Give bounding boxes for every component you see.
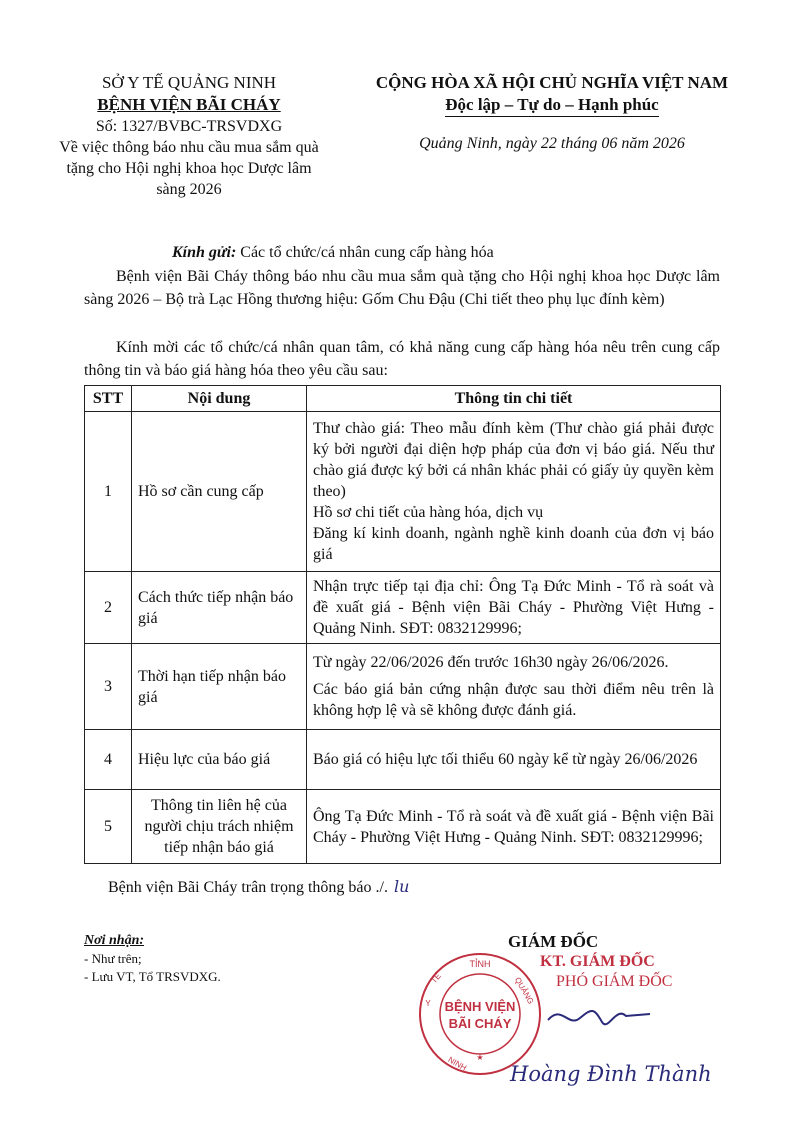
row-stt: 3 xyxy=(85,644,132,730)
detail-line: Ông Tạ Đức Minh - Tổ rà soát và đề xuất giá - Bệnh viện Bãi Cháy - Phường Việt Hưng - Quảng Ninh. SĐT: 0832129996; xyxy=(313,807,714,846)
header-details: Thông tin chi tiết xyxy=(307,386,721,412)
row-content: Thời hạn tiếp nhận báo giá xyxy=(132,644,307,730)
official-seal xyxy=(416,950,544,1078)
seal-center-text: BÃI CHÁY xyxy=(448,1016,512,1031)
recipients-title: Nơi nhận: xyxy=(84,933,145,948)
table-row xyxy=(85,572,721,644)
row-content: Thông tin liên hệ của người chịu trách nhiệm tiếp nhận báo giá xyxy=(132,790,307,864)
recipients-block xyxy=(84,932,221,986)
hospital-name: BỆNH VIỆN BÃI CHÁY xyxy=(97,95,281,114)
header-content: Nội dung xyxy=(132,386,307,412)
detail-line: Đăng kí kinh doanh, ngành nghề kinh doanh của đơn vị báo giá xyxy=(313,525,714,563)
deputy-director-title: PHÓ GIÁM ĐỐC xyxy=(556,973,673,990)
detail-line: Các báo giá bản cứng nhận được sau thời điểm nêu trên là không hợp lệ và sẽ không được đánh giá. xyxy=(313,681,714,719)
row-details xyxy=(307,730,721,790)
row-details xyxy=(307,572,721,644)
seal-ring-text: TẾ xyxy=(429,971,443,986)
document-subject: Về việc thông báo nhu cầu mua sắm quà tặng cho Hội nghị khoa học Dược lâm sàng 2026 xyxy=(59,139,319,198)
row-details xyxy=(307,412,721,572)
signer-name: Hoàng Đình Thành xyxy=(510,1062,712,1086)
recipient-item: - Như trên; xyxy=(84,951,142,966)
row-stt: 5 xyxy=(85,790,132,864)
row-content: Cách thức tiếp nhận báo giá xyxy=(132,572,307,644)
seal-ring-text: NINH xyxy=(446,1055,468,1073)
document-date: Quảng Ninh, ngày 22 tháng 06 năm 2026 xyxy=(419,135,685,152)
recipient-item: - Lưu VT, Tổ TRSVDXG. xyxy=(84,969,221,984)
signature-scribble xyxy=(544,998,654,1038)
seal-center-text: BỆNH VIỆN xyxy=(444,999,516,1014)
detail-line: Hồ sơ chi tiết của hàng hóa, dịch vụ xyxy=(313,504,544,521)
table-row xyxy=(85,790,721,864)
detail-line: Nhận trực tiếp tại địa chỉ: Ông Tạ Đức Minh - Tổ rà soát và đề xuất giá - Bệnh viện Bãi Cháy - Phường Việt Hưng - Quảng Ninh. SĐT: 0832129996; xyxy=(313,578,714,637)
addressee-label: Kính gửi: xyxy=(172,244,237,261)
detail-line: Thư chào giá: Theo mẫu đính kèm (Thư chào giá phải được ký bởi người đại diện hợp pháp của đơn vị báo giá. Nếu thư chào giá được ký bởi cá nhân khác phải có giấy ủy quyền kèm theo) xyxy=(313,420,714,500)
seal-ring-text: TỈNH xyxy=(469,959,491,969)
row-details xyxy=(307,644,721,730)
handwritten-initial: lu xyxy=(393,877,410,896)
detail-line: Báo giá có hiệu lực tối thiểu 60 ngày kể từ ngày 26/06/2026 xyxy=(313,751,698,768)
seal-ring-text: Y xyxy=(425,999,431,1008)
acting-director-title: KT. GIÁM ĐỐC xyxy=(540,953,655,970)
intro-paragraph: Bệnh viện Bãi Cháy thông báo nhu cầu mua sắm quà tặng cho Hội nghị khoa học Dược lâm sàng 2026 – Bộ trà Lạc Hồng thương hiệu: Gốm Chu Đậu (Chi tiết theo phụ lục đính kèm) xyxy=(84,268,720,308)
table-header-row xyxy=(85,386,721,412)
row-content: Hiệu lực của báo giá xyxy=(132,730,307,790)
director-title: GIÁM ĐỐC xyxy=(508,932,599,951)
header-left xyxy=(58,72,320,200)
requirements-table xyxy=(84,385,721,864)
addressee-line xyxy=(172,241,494,264)
header-stt: STT xyxy=(85,386,132,412)
table-row xyxy=(85,412,721,572)
national-motto: Độc lập – Tự do – Hạnh phúc xyxy=(445,94,658,117)
addressee-text: Các tổ chức/cá nhân cung cấp hàng hóa xyxy=(236,244,494,261)
seal-ring-text: QUẢNG xyxy=(512,975,536,1006)
row-details xyxy=(307,790,721,864)
row-stt: 4 xyxy=(85,730,132,790)
document-number: Số: 1327/BVBC-TRSVDXG xyxy=(95,118,283,135)
header-right xyxy=(332,72,772,153)
detail-line: Từ ngày 22/06/2026 đến trước 16h30 ngày 26/06/2026. xyxy=(313,654,669,671)
org-name: SỞ Y TẾ QUẢNG NINH xyxy=(101,73,277,92)
row-stt: 2 xyxy=(85,572,132,644)
table-row xyxy=(85,644,721,730)
closing-text: Bệnh viện Bãi Cháy trân trọng thông báo ./. xyxy=(108,879,388,896)
table-row xyxy=(85,730,721,790)
row-stt: 1 xyxy=(85,412,132,572)
row-content: Hồ sơ cần cung cấp xyxy=(132,412,307,572)
republic-title: CỘNG HÒA XÃ HỘI CHỦ NGHĨA VIỆT NAM xyxy=(375,73,729,92)
closing-line xyxy=(108,877,409,897)
invitation-paragraph: Kính mời các tổ chức/cá nhân quan tâm, có khả năng cung cấp hàng hóa nêu trên cung cấp thông tin và báo giá hàng hóa theo yêu cầu sau: xyxy=(84,339,720,379)
svg-text:★: ★ xyxy=(476,1053,484,1062)
